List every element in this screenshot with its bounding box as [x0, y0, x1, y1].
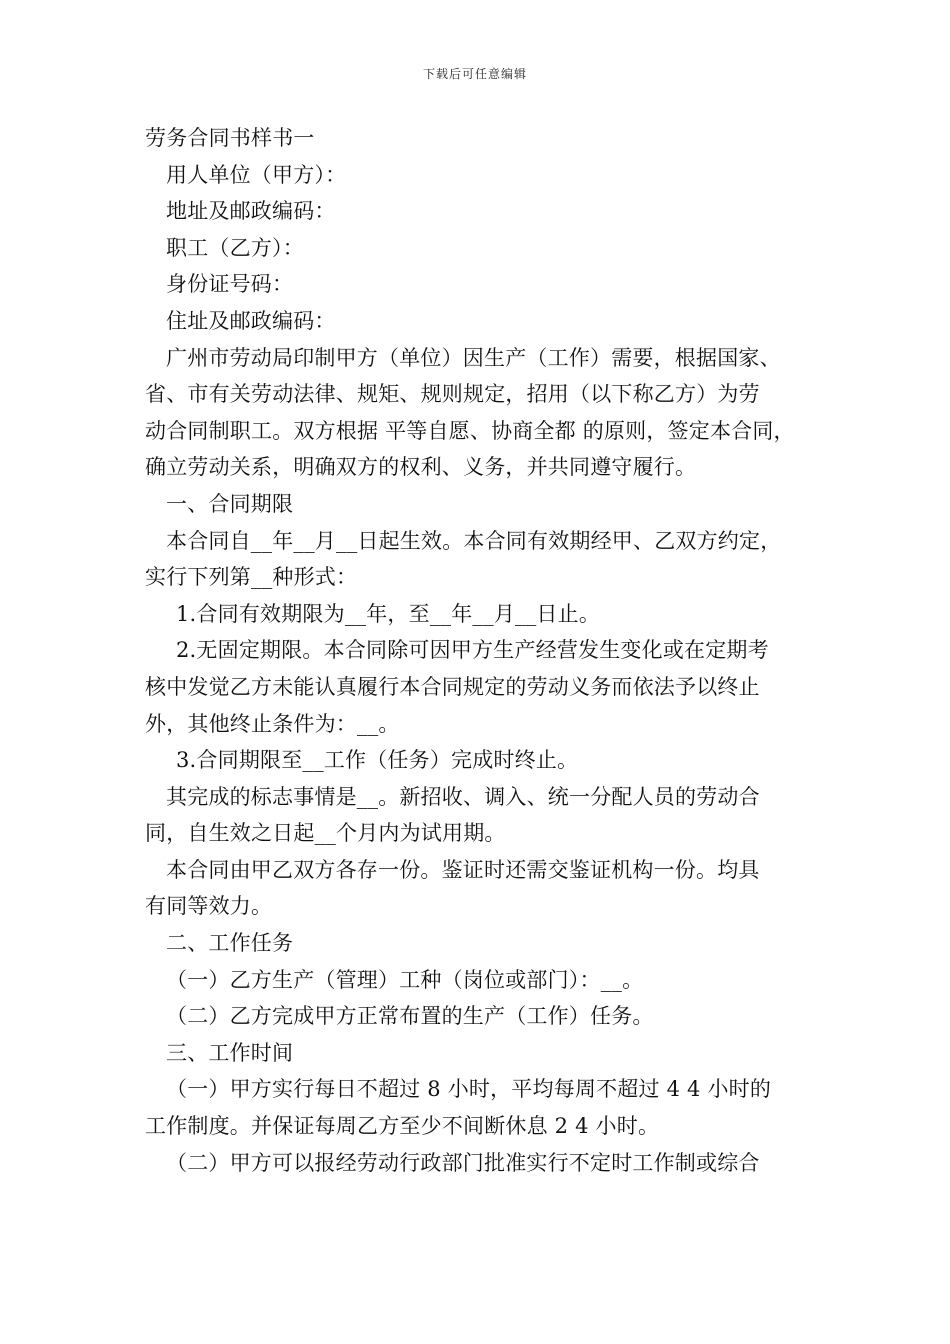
document-line: （一）乙方生产（管理）工种（岗位或部门）：__。: [166, 967, 644, 992]
document-line: （二）乙方完成甲方正常布置的生产（工作）任务。: [166, 1004, 654, 1029]
document-line: 职工（乙方）：: [166, 235, 304, 260]
document-line: 三、工作时间: [166, 1040, 294, 1065]
document-line: 3.合同期限至__工作（任务）完成时终止。: [176, 748, 579, 773]
document-line: 用人单位（甲方）：: [166, 162, 347, 187]
document-line: （一）甲方实行每日不超过 8 小时，平均每周不超过 4 4 小时的: [166, 1077, 772, 1102]
document-line: 其完成的标志事情是__。新招收、调入、统一分配人员的劳动合: [166, 784, 760, 809]
document-line: 2.无固定期限。本合同除可因甲方生产经营发生变化或在定期考: [176, 638, 769, 663]
document-line: 广州市劳动局印制甲方（单位）因生产（工作）需要，根据国家、: [166, 345, 781, 370]
document-line: 一、合同期限: [166, 491, 294, 516]
document-line: 二、工作任务: [166, 931, 294, 956]
document-line: 确立劳动关系，明确双方的权利、义务，并共同遵守履行。: [145, 455, 697, 480]
document-line: （二）甲方可以报经劳动行政部门批准实行不定时工作制或综合: [166, 1150, 760, 1175]
document-line: 有同等效力。: [145, 894, 273, 919]
document-line: 同，自生效之日起__个月内为试用期。: [145, 821, 506, 846]
document-line: 实行下列第__种形式：: [145, 565, 358, 590]
document-line: 动合同制职工。双方根据 平等自愿、协商全都 的原则，签定本合同，: [145, 418, 795, 443]
document-line: 住址及邮政编码：: [166, 308, 336, 333]
document-line: 工作制度。并保证每周乙方至少不间断休息 2 4 小时。: [145, 1114, 660, 1139]
document-body: [145, 120, 815, 1181]
document-line: 省、市有关劳动法律、规矩、规则规定，招用（以下称乙方）为劳: [145, 382, 760, 407]
document-line: 1.合同有效期限为__年，至__年__月__日止。: [176, 601, 601, 626]
header-note: 下载后可任意编辑: [422, 67, 527, 81]
document-line: 外，其他终止条件为：__。: [145, 711, 400, 736]
document-line: 身份证号码：: [166, 272, 294, 297]
document-line: 地址及邮政编码：: [166, 199, 336, 224]
document-title: 劳务合同书样书一: [145, 126, 315, 150]
document-line: 本合同自__年__月__日起生效。本合同有效期经甲、乙双方约定，: [166, 528, 782, 553]
document-line: 本合同由甲乙双方各存一份。鉴证时还需交鉴证机构一份。均具: [166, 857, 760, 882]
document-lines: [145, 157, 815, 1182]
document-line: 核中发觉乙方未能认真履行本合同规定的劳动义务而依法予以终止: [145, 674, 760, 699]
